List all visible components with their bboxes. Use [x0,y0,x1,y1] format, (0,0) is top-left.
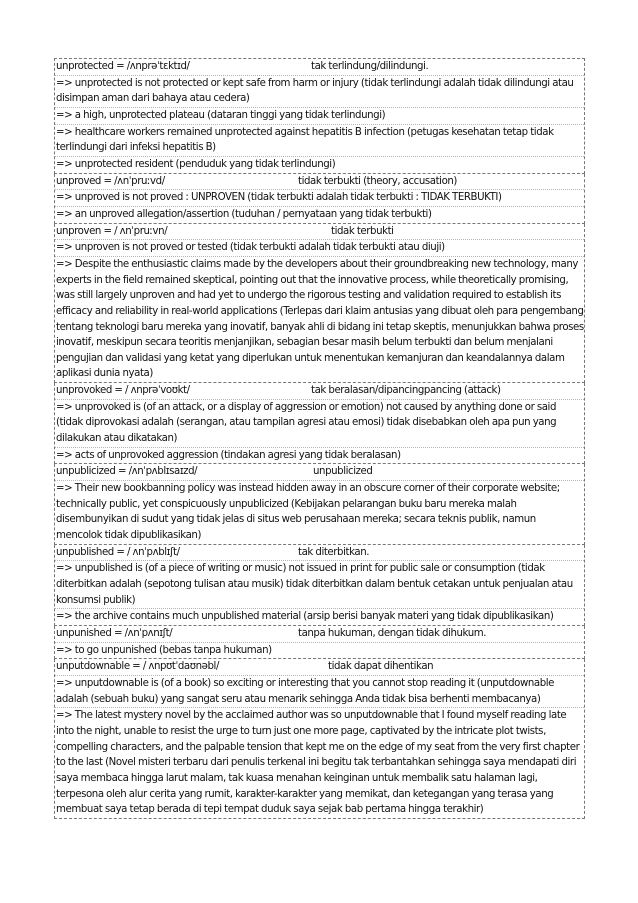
entry-unputdownable [54,659,585,819]
example-line: => unproved is not proved : UNPROVEN (tidak terbukti adalah tidak terbukti : TIDAK TERBUKTI) [55,190,584,207]
entry-unproven [54,224,585,384]
example-line: => an unproved allegation/assertion (tuduhan / pernyataan yang tidak terbukti) [56,208,432,220]
entry-head [55,545,584,562]
example-line: => unputdownable is (of a book) so exciting or interesting that you cannot stop reading it (unputdownable adalah (sebuah buku) yang sangat seru atau menarik sehingga Anda tidak bisa berhenti membacanya) [55,676,584,708]
meaning: tanpa hukuman, dengan tidak dihukum. [298,627,487,639]
headword: unpublicized = /ʌnˈpʌblɪsaɪzd/ [56,466,198,478]
headword: unprotected = /ʌnprəˈtɛktɪd/ [56,61,190,72]
meaning: tidak terbukti [331,225,394,237]
entry-unprotected [54,58,585,174]
example-line: => unprotected resident (penduduk yang tidak terlindungi) [56,158,336,170]
example-line: => acts of unprovoked aggression (tindakan agresi yang tidak beralasan) [56,449,401,461]
headword: unputdownable = / ʌnpʊtˈdaʊnəbl/ [56,661,219,673]
example-line: => healthcare workers remained unprotected against hepatitis B infection (petugas kesehatan tetap tidak terlindungi dari infeksi hepatitis B) [55,125,584,157]
headword: unproven = / ʌnˈpruːvn/ [56,225,168,237]
dictionary-page [54,58,585,819]
entry-head [55,174,584,191]
entry-unpublicized [54,464,585,544]
example-line: => Despite the enthusiastic claims made by the developers about their groundbreaking new technology, many experts in the field remained skeptical, pointing out that the innovative process, while theoretically promising, was still largely unproven and had yet to undergo the rigorous testing and validation required to establish its efficacy and reliability in real-world applications (Terlepas dari klaim antusias yang dibuat oleh para pengembang tentang teknologi baru mereka yang inovatif, banyak ahli di bidang ini tetap skeptis, menunjukkan bahwa proses inovatif, meskipun secara teoritis menjanjikan, sebagian besar masih belum terbukti dan belum menjalani pengujian dan validasi yang ketat yang diperlukan untuk menentukan kemanjuran dan keandalannya dalam aplikasi dunia nyata) [56,258,584,380]
headword: unpublished = / ʌnˈpʌblɪʃt/ [56,546,180,558]
entry-head [55,59,584,76]
entry-head [55,659,584,676]
meaning: unpublicized [313,466,373,478]
meaning: tak diterbitkan. [298,546,370,558]
entry-unprovoked [54,383,585,464]
meaning: tidak terbukti (theory, accusation) [298,175,457,187]
example-line: => unprotected is not protected or kept safe from harm or injury (tidak terlindungi adalah tidak dilindungi atau disimpan aman dari bahaya atau cedera) [55,76,584,108]
example-line: => Their new bookbanning policy was instead hidden away in an obscure corner of their corporate website; technically public, yet conspicuously unpublicized (Kebijakan pelarangan buku baru mereka malah disembunyikan di sudut yang tidak jelas di situs web perusahaan mereka; secara teknis publik, namun mencolok tidak dipublikasikan) [56,483,560,542]
example-line: => unproven is not proved or tested (tidak terbukti adalah tidak terbukti atau diuji) [55,240,584,257]
entry-head [55,224,584,241]
headword: unprovoked = / ʌnprəˈvoʊkt/ [56,385,190,397]
meaning: tak terlindung/dilindungi. [311,61,429,72]
entry-unpunished [54,626,585,659]
example-line: => The latest mystery novel by the acclaimed author was so unputdownable that I found myself reading late into the night, unable to resist the urge to turn just one more page, captivated by the intricate plot twists, compelling characters, and the palpable tension that kept me on the edge of my seat from the very first chapter to the last (Novel misteri terbaru dari penulis terkenal ini begitu tak terbantahkan sehingga saya mendapati diri saya membaca hingga larut malam, tak kuasa menahan keinginan untuk membalik satu halaman lagi, terpesona oleh alur cerita yang rumit, karakter-karakter yang memikat, dan ketegangan yang terasa yang membuat saya tetap berada di tepi tempat duduk saya sejak bab pertama hingga terakhir) [56,710,580,816]
entry-head [55,464,584,481]
headword: unproved = /ʌnˈpruːvd/ [56,175,165,187]
meaning: tak beralasan/dipancingpancing (attack) [311,385,501,397]
example-line: => to go unpunished (bebas tanpa hukuman) [56,644,272,656]
meaning: tidak dapat dihentikan [328,661,434,673]
example-line: => the archive contains much unpublished material (arsip berisi banyak materi yang tidak dipublikasikan) [56,611,554,623]
headword: unpunished = /ʌnˈpʌnɪʃt/ [56,627,173,639]
entry-head [55,626,584,643]
example-line: => a high, unprotected plateau (dataran tinggi yang tidak terlindungi) [55,108,584,125]
example-line: => unpublished is (of a piece of writing or music) not issued in print for public sale or consumption (tidak diterbitkan adalah (sepotong tulisan atau musik) tidak diterbitkan dalam bentuk cetakan untuk penjualan atau konsumsi publik) [55,561,584,609]
entry-unpublished [54,545,585,626]
entry-unproved [54,174,585,224]
entry-head [55,383,584,400]
example-line: => unprovoked is (of an attack, or a display of aggression or emotion) not caused by anything done or said (tidak diprovokasi adalah (serangan, atau tampilan agresi atau emosi) tidak disebabkan oleh apa pun yang dilakukan atau dikatakan) [55,400,584,448]
